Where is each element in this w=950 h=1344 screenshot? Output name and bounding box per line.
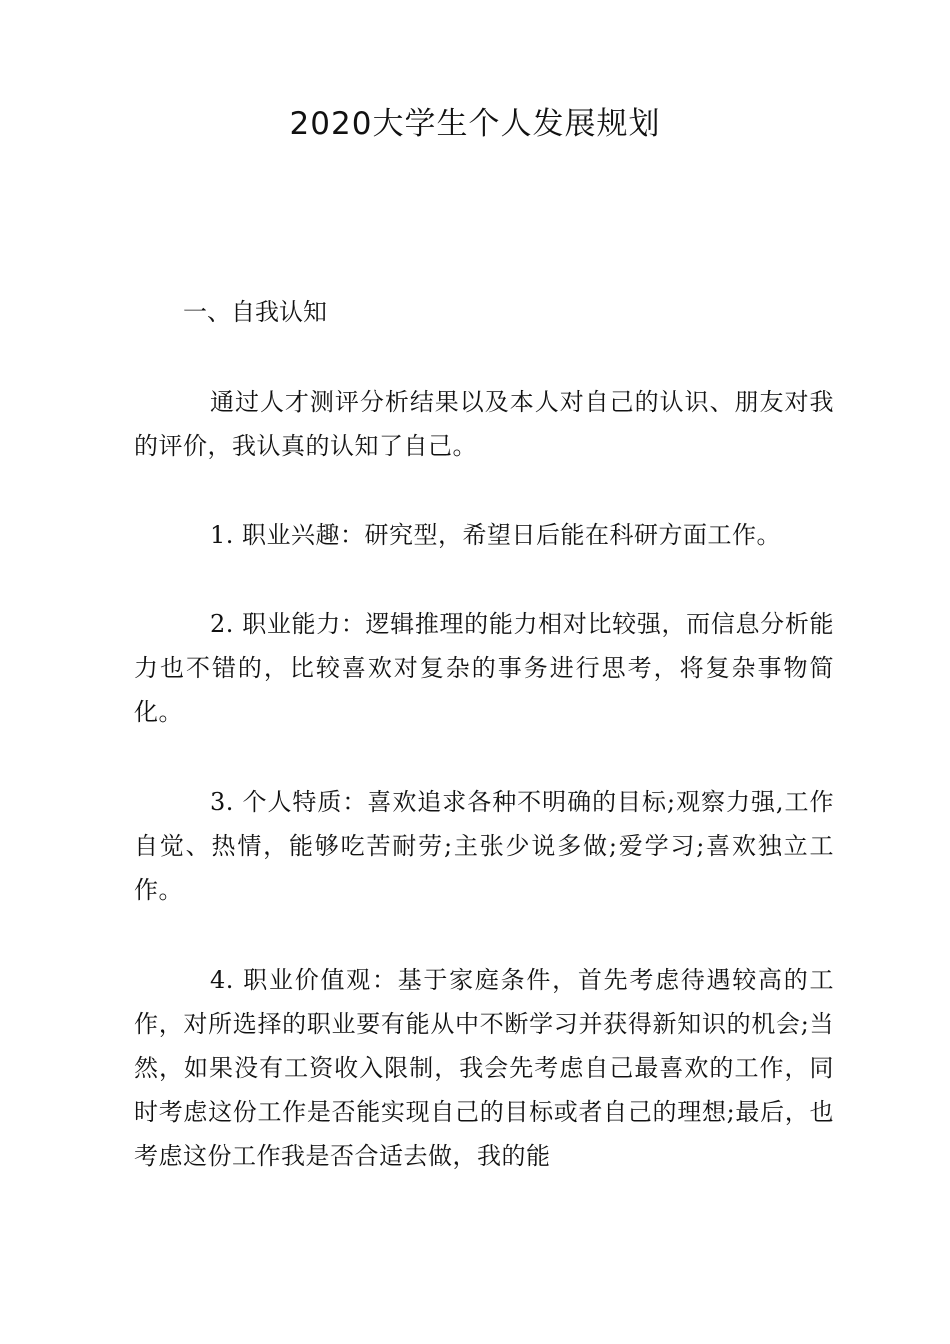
list-item-career-interest: 1. 职业兴趣：研究型，希望日后能在科研方面工作。 xyxy=(210,521,782,549)
list-item-personal-traits: 3. 个人特质：喜欢追求各种不明确的目标;观察力强,工作自觉、热情，能够吃苦耐劳;主张少说多做;爱学习;喜欢独立工作。 xyxy=(134,788,834,904)
list-item-career-ability: 2. 职业能力：逻辑推理的能力相对比较强，而信息分析能力也不错的，比较喜欢对复杂的事务进行思考，将复杂事物简化。 xyxy=(134,610,834,726)
intro-paragraph: 通过人才测评分析结果以及本人对自己的认识、朋友对我的评价，我认真的认知了自己。 xyxy=(134,388,834,460)
document-title: 2020大学生个人发展规划 xyxy=(289,106,661,142)
list-item-career-values: 4. 职业价值观：基于家庭条件，首先考虑待遇较高的工作，对所选择的职业要有能从中不断学习并获得新知识的机会;当然，如果没有工资收入限制，我会先考虑自己最喜欢的工作，同时考虑这份工作是否能实现自己的目标或者自己的理想;最后，也考虑这份工作我是否合适去做，我的能 xyxy=(134,966,834,1170)
section-heading-self-awareness: 一、自我认知 xyxy=(183,298,327,326)
